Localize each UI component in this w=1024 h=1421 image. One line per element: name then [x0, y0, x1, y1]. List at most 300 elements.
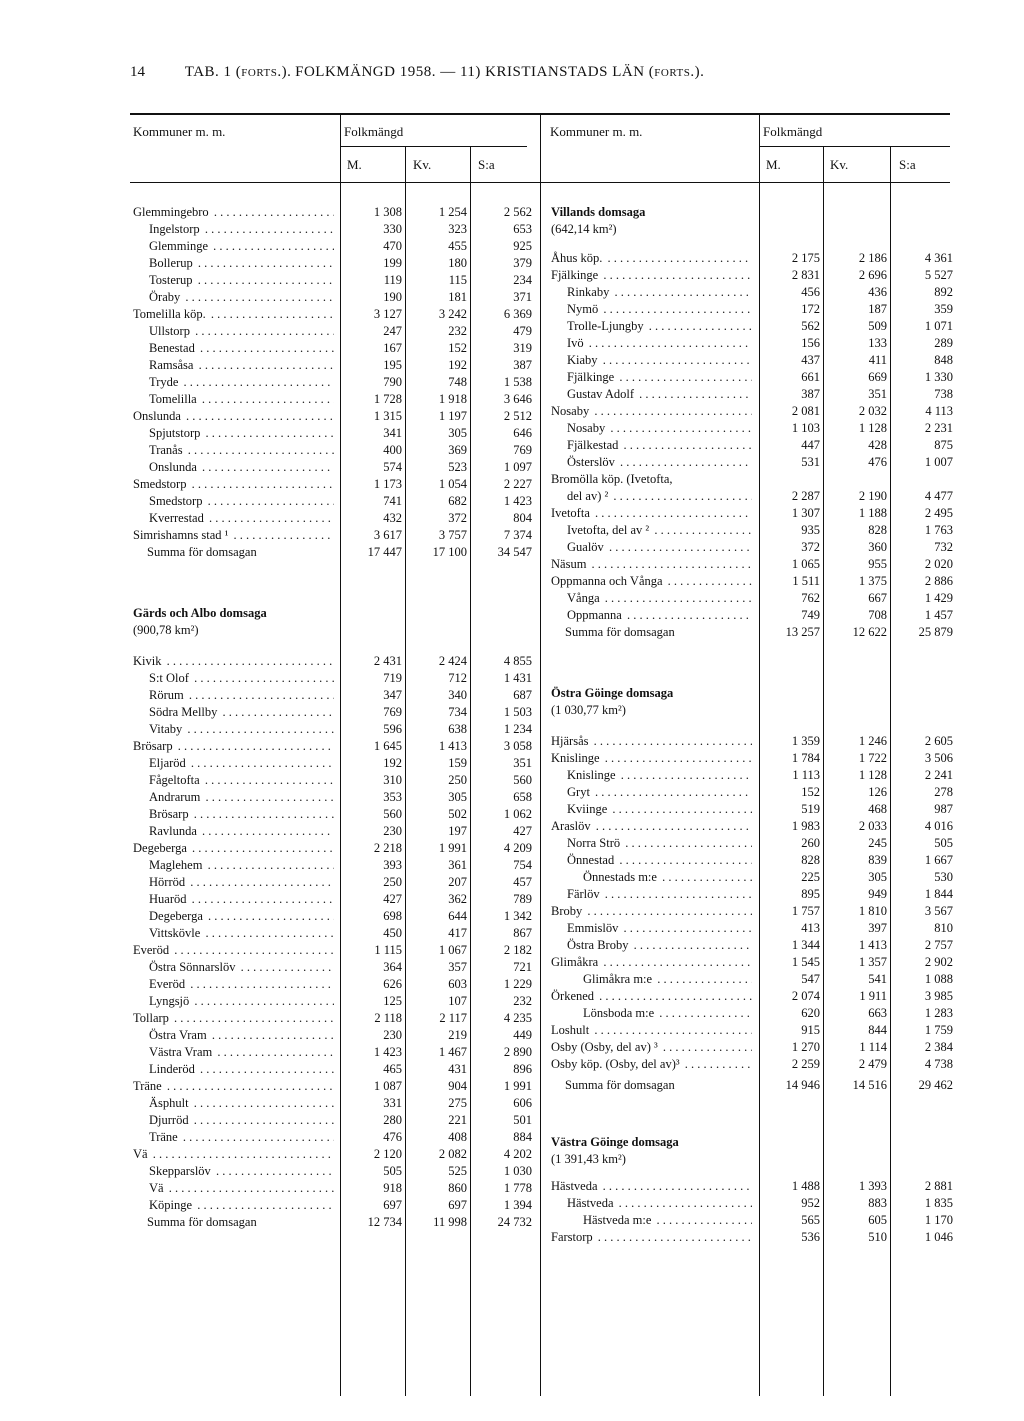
cell-sa: 884 — [513, 1130, 532, 1144]
row-name-text: Västra Vram — [149, 1045, 213, 1059]
row-name — [551, 403, 752, 420]
row-name-text: Ingelstorp — [149, 222, 200, 236]
row-name-text: (1 030,77 km²) — [551, 703, 626, 717]
cell-m: 620 — [801, 1006, 820, 1020]
cell-sa: 530 — [934, 870, 953, 884]
row-name-text: Öraby — [149, 290, 181, 304]
row-name-text: Farstorp — [551, 1230, 593, 1244]
row-name — [551, 1022, 752, 1039]
table-row — [0, 539, 1024, 556]
cell-sa: 1 071 — [924, 319, 953, 333]
row-name-text: Degeberga — [149, 909, 203, 923]
cell-kv: 605 — [868, 1213, 887, 1227]
cell-m: 531 — [801, 455, 820, 469]
row-name — [567, 369, 752, 386]
table-row — [0, 937, 1024, 954]
cell-m: 199 — [383, 256, 402, 270]
cell-kv: 860 — [448, 1181, 467, 1195]
cell-sa: 3 506 — [924, 751, 953, 765]
table-row — [0, 590, 1024, 607]
row-name — [551, 750, 752, 767]
cell-kv: 541 — [868, 972, 887, 986]
row-name-text: Djurröd — [149, 1113, 189, 1127]
cell-m: 1 645 — [373, 739, 402, 753]
cell-kv: 1 054 — [438, 477, 467, 491]
section-heading — [0, 1134, 1024, 1151]
cell-kv: 1 467 — [438, 1045, 467, 1059]
cell-sa: 3 646 — [503, 392, 532, 406]
row-name — [551, 1151, 752, 1168]
cell-kv: 411 — [868, 353, 887, 367]
cell-sa: 4 209 — [503, 841, 532, 855]
row-name — [567, 539, 752, 556]
row-name-text: Nymö — [567, 302, 599, 316]
row-name-text: Oppmanna — [567, 608, 622, 622]
cell-kv: 2 696 — [858, 268, 887, 282]
cell-sa: 2 182 — [503, 943, 532, 957]
row-name-text: Östra Vram — [149, 1028, 207, 1042]
table-row — [0, 522, 1024, 539]
row-name-text: Hörröd — [149, 875, 186, 889]
cell-kv: 525 — [448, 1164, 467, 1178]
cell-sa: 379 — [513, 256, 532, 270]
cell-sa: 232 — [513, 994, 532, 1008]
cell-sa: 2 605 — [924, 734, 953, 748]
cell-kv: 1 197 — [438, 409, 467, 423]
cell-kv: 955 — [868, 557, 887, 571]
cell-kv: 476 — [868, 455, 887, 469]
row-name — [551, 1178, 752, 1195]
section-heading — [0, 204, 1024, 221]
cell-kv: 509 — [868, 319, 887, 333]
col-total-left: S:a — [478, 157, 495, 172]
row-name-text: Vånga — [567, 591, 600, 605]
cell-sa: 278 — [934, 785, 953, 799]
cell-kv: 697 — [448, 1198, 467, 1212]
cell-m: 260 — [801, 836, 820, 850]
cell-m: 1 511 — [792, 574, 820, 588]
cell-kv: 2 479 — [858, 1057, 887, 1071]
row-name-text: Lönsboda m:e — [583, 1006, 655, 1020]
row-name — [551, 1134, 752, 1151]
row-name-text: Simrishamns stad ¹ — [133, 528, 229, 542]
row-name — [583, 1212, 752, 1229]
cell-sa: 24 732 — [497, 1215, 532, 1229]
cell-m: 1 983 — [791, 819, 820, 833]
cell-kv: 468 — [868, 802, 887, 816]
cell-sa: 2 512 — [503, 409, 532, 423]
row-name — [551, 505, 752, 522]
table-row — [0, 835, 1024, 852]
table-title: FOLKMÄNGD 1958. — 11) KRISTIANSTADS LÄN (forts.). — [295, 64, 705, 80]
cell-m: 574 — [383, 460, 402, 474]
row-name-text: Emmislöv — [567, 921, 619, 935]
table-row — [0, 369, 1024, 386]
cell-sa: 1 844 — [924, 887, 953, 901]
col-folkmangd-left: Folkmängd — [344, 124, 404, 139]
table-row — [0, 556, 1024, 573]
cell-m: 470 — [383, 239, 402, 253]
cell-kv: 734 — [448, 705, 467, 719]
summary-row — [0, 1077, 1024, 1094]
row-name — [551, 221, 752, 238]
cell-m: 450 — [383, 926, 402, 940]
table-row — [0, 1229, 1024, 1246]
row-name-text: Smedstorp — [133, 477, 187, 491]
table-row — [0, 869, 1024, 886]
cell-m: 935 — [801, 523, 820, 537]
row-name-text: Önnestad — [567, 853, 615, 867]
cell-m: 790 — [383, 375, 402, 389]
cell-sa: 1 538 — [503, 375, 532, 389]
row-name-text: Önnestads m:e — [583, 870, 657, 884]
row-name — [567, 937, 752, 954]
cell-kv: 159 — [448, 756, 467, 770]
cell-m: 1 359 — [791, 734, 820, 748]
cell-sa: 1 046 — [924, 1230, 953, 1244]
cell-kv: 11 998 — [433, 1215, 467, 1229]
row-name-text: Summa för domsagan — [147, 1215, 257, 1229]
row-name-text: Everöd — [133, 943, 170, 957]
cell-m: 372 — [801, 540, 820, 554]
row-name — [551, 1056, 752, 1073]
row-name-text: Brösarp — [133, 739, 173, 753]
cell-m: 626 — [383, 977, 402, 991]
cell-sa: 3 985 — [924, 989, 953, 1003]
cell-kv: 305 — [448, 426, 467, 440]
table-row — [0, 607, 1024, 624]
cell-sa: 505 — [934, 836, 953, 850]
cell-kv: 107 — [448, 994, 467, 1008]
row-name-text: Knislinge — [567, 768, 616, 782]
row-name — [567, 1195, 752, 1212]
cell-kv: 232 — [448, 324, 467, 338]
row-name-text: Osby (Osby, del av) ³ — [551, 1040, 658, 1054]
cell-kv: 839 — [868, 853, 887, 867]
row-name-text: Oppmanna och Vånga — [551, 574, 663, 588]
cell-kv: 904 — [448, 1079, 467, 1093]
cell-sa: 560 — [513, 773, 532, 787]
cell-m: 456 — [801, 285, 820, 299]
cell-kv: 2 032 — [858, 404, 887, 418]
cell-sa: 875 — [934, 438, 953, 452]
cell-sa: 1 030 — [503, 1164, 532, 1178]
row-name-text: Summa för domsagan — [565, 625, 675, 639]
cell-m: 364 — [383, 960, 402, 974]
row-name-text: Summa för domsagan — [147, 545, 257, 559]
row-name-text: Hästveda — [567, 1196, 614, 1210]
cell-m: 719 — [383, 671, 402, 685]
cell-m: 14 946 — [785, 1078, 820, 1092]
cell-sa: 789 — [513, 892, 532, 906]
row-name-text: Hästveda m:e — [583, 1213, 652, 1227]
cell-m: 341 — [383, 426, 402, 440]
cell-m: 536 — [801, 1230, 820, 1244]
cell-m: 2 118 — [374, 1011, 402, 1025]
row-name-text: Kiaby — [567, 353, 598, 367]
cell-kv: 1 918 — [438, 392, 467, 406]
cell-sa: 653 — [513, 222, 532, 236]
cell-m: 230 — [383, 1028, 402, 1042]
cell-m: 119 — [383, 273, 402, 287]
row-name — [583, 869, 752, 886]
row-name — [567, 284, 752, 301]
row-name — [567, 522, 752, 539]
row-name-text: Villands domsaga — [551, 205, 646, 219]
cell-m: 2 081 — [791, 404, 820, 418]
cell-m: 895 — [801, 887, 820, 901]
cell-m: 331 — [383, 1096, 402, 1110]
row-name-text: Kivik — [133, 654, 162, 668]
cell-sa: 721 — [513, 960, 532, 974]
cell-sa: 7 374 — [503, 528, 532, 542]
cell-m: 1 545 — [791, 955, 820, 969]
row-name-text: Rörum — [149, 688, 184, 702]
row-name — [567, 454, 752, 471]
cell-m: 741 — [383, 494, 402, 508]
cell-m: 762 — [801, 591, 820, 605]
row-name-text: Hjärsås — [551, 734, 589, 748]
row-name-text: del av) ² — [567, 489, 609, 503]
table-row — [0, 505, 1024, 522]
row-name-text: Gryt — [567, 785, 590, 799]
row-name — [551, 1039, 752, 1056]
col-kommuner-left: Kommuner m. m. — [133, 124, 226, 139]
table-row — [0, 1212, 1024, 1229]
row-name — [551, 818, 752, 835]
cell-kv: 844 — [868, 1023, 887, 1037]
table-row — [0, 767, 1024, 784]
cell-m: 2 074 — [791, 989, 820, 1003]
cell-kv: 2 082 — [438, 1147, 467, 1161]
cell-m: 2 175 — [791, 251, 820, 265]
row-name-text: Brösarp — [149, 807, 189, 821]
cell-sa: 6 369 — [503, 307, 532, 321]
row-name-text: Rinkaby — [567, 285, 610, 299]
cell-sa: 2 757 — [924, 938, 953, 952]
row-name — [567, 318, 752, 335]
row-name-text: Vitaby — [149, 722, 183, 736]
row-name-text: Tomelilla — [149, 392, 197, 406]
cell-sa: 925 — [513, 239, 532, 253]
cell-kv: 431 — [448, 1062, 467, 1076]
cell-kv: 712 — [448, 671, 467, 685]
cell-kv: 1 413 — [858, 938, 887, 952]
cell-m: 1 065 — [791, 557, 820, 571]
row-name-text: Fjälkinge — [567, 370, 615, 384]
cell-sa: 810 — [934, 921, 953, 935]
cell-m: 1 344 — [791, 938, 820, 952]
cell-m: 749 — [801, 608, 820, 622]
cell-m: 2 431 — [373, 654, 402, 668]
row-name — [567, 835, 752, 852]
row-name — [551, 685, 752, 702]
cell-kv: 949 — [868, 887, 887, 901]
cell-m: 17 447 — [367, 545, 402, 559]
cell-kv: 828 — [868, 523, 887, 537]
cell-m: 427 — [383, 892, 402, 906]
folkmangd-rule-left — [341, 146, 527, 147]
row-name-text: Andrarum — [149, 790, 201, 804]
cell-sa: 1 429 — [924, 591, 953, 605]
cell-kv: 1 375 — [858, 574, 887, 588]
cell-sa: 848 — [934, 353, 953, 367]
row-name-text: Degeberga — [133, 841, 187, 855]
cell-kv: 12 622 — [852, 625, 887, 639]
table-row — [0, 352, 1024, 369]
cell-m: 156 — [801, 336, 820, 350]
col-men-left: M. — [347, 157, 362, 172]
row-name-text: Eljaröd — [149, 756, 186, 770]
cell-m: 1 488 — [791, 1179, 820, 1193]
cell-kv: 115 — [448, 273, 467, 287]
cell-sa: 2 881 — [924, 1179, 953, 1193]
row-name-text: Maglehem — [149, 858, 203, 872]
cell-m: 192 — [383, 756, 402, 770]
cell-sa: 1 423 — [503, 494, 532, 508]
cell-m: 3 617 — [373, 528, 402, 542]
row-name — [567, 386, 752, 403]
row-name-text: Ramsåsa — [149, 358, 194, 372]
cell-sa: 1 229 — [503, 977, 532, 991]
cell-kv: 1 128 — [858, 768, 887, 782]
row-name-text: S:t Olof — [149, 671, 189, 685]
table-row — [0, 386, 1024, 403]
cell-sa: 4 016 — [924, 819, 953, 833]
cell-sa: 1 667 — [924, 853, 953, 867]
row-name-text: Gualöv — [567, 540, 604, 554]
row-name — [567, 886, 752, 903]
row-name-text: Vittskövle — [149, 926, 201, 940]
cell-m: 432 — [383, 511, 402, 525]
row-name — [551, 250, 752, 267]
row-name-text: Norra Strö — [567, 836, 621, 850]
cell-sa: 457 — [513, 875, 532, 889]
row-name-text: Ivetofta — [551, 506, 590, 520]
row-name-text: Vä — [149, 1181, 164, 1195]
table-row — [0, 1178, 1024, 1195]
cell-sa: 1 097 — [503, 460, 532, 474]
page-header — [130, 64, 704, 81]
cell-kv: 1 246 — [858, 734, 887, 748]
cell-kv: 362 — [448, 892, 467, 906]
table-row — [0, 403, 1024, 420]
cell-kv: 708 — [868, 608, 887, 622]
row-name-text: Äsphult — [149, 1096, 189, 1110]
cell-m: 1 757 — [791, 904, 820, 918]
cell-kv: 197 — [448, 824, 467, 838]
row-name-text: Näsum — [551, 557, 587, 571]
cell-kv: 397 — [868, 921, 887, 935]
cell-sa: 2 384 — [924, 1040, 953, 1054]
cell-kv: 1 114 — [859, 1040, 887, 1054]
cell-sa: 1 431 — [503, 671, 532, 685]
cell-sa: 867 — [513, 926, 532, 940]
cell-m: 2 831 — [791, 268, 820, 282]
cell-sa: 289 — [934, 336, 953, 350]
row-name-text: Ivö — [567, 336, 584, 350]
cell-sa: 1 991 — [503, 1079, 532, 1093]
cell-kv: 219 — [448, 1028, 467, 1042]
cell-m: 167 — [383, 341, 402, 355]
cell-kv: 1 810 — [858, 904, 887, 918]
cell-m: 828 — [801, 853, 820, 867]
cell-m: 1 113 — [792, 768, 820, 782]
cell-kv: 3 757 — [438, 528, 467, 542]
row-name-text: Tosterup — [149, 273, 193, 287]
table-row — [0, 301, 1024, 318]
cell-sa: 1 778 — [503, 1181, 532, 1195]
cell-kv: 323 — [448, 222, 467, 236]
cell-m: 698 — [383, 909, 402, 923]
cell-kv: 644 — [448, 909, 467, 923]
table-row — [0, 801, 1024, 818]
cell-sa: 4 113 — [925, 404, 953, 418]
row-name-text: Tollarp — [133, 1011, 169, 1025]
cell-sa: 4 738 — [924, 1057, 953, 1071]
cell-m: 1 308 — [373, 205, 402, 219]
section-heading — [0, 685, 1024, 702]
row-name-text: Onslunda — [149, 460, 197, 474]
cell-kv: 428 — [868, 438, 887, 452]
row-name-text: Fågeltofta — [149, 773, 200, 787]
row-name — [551, 267, 752, 284]
cell-m: 387 — [801, 387, 820, 401]
table-row — [0, 1195, 1024, 1212]
cell-kv: 1 254 — [438, 205, 467, 219]
table-row — [0, 702, 1024, 719]
cell-kv: 663 — [868, 1006, 887, 1020]
cell-kv: 1 393 — [858, 1179, 887, 1193]
row-name-text: Benestad — [149, 341, 195, 355]
cell-kv: 1 991 — [438, 841, 467, 855]
cell-sa: 1 763 — [924, 523, 953, 537]
cell-kv: 275 — [448, 1096, 467, 1110]
cell-m: 330 — [383, 222, 402, 236]
cell-sa: 234 — [513, 273, 532, 287]
cell-m: 2 259 — [791, 1057, 820, 1071]
table-row — [0, 284, 1024, 301]
row-name-text: Lyngsjö — [149, 994, 190, 1008]
cell-m: 172 — [801, 302, 820, 316]
row-name — [551, 988, 752, 1005]
cell-sa: 1 330 — [924, 370, 953, 384]
cell-kv: 1 413 — [438, 739, 467, 753]
cell-kv: 603 — [448, 977, 467, 991]
cell-kv: 187 — [868, 302, 887, 316]
cell-sa: 738 — [934, 387, 953, 401]
cell-sa: 769 — [513, 443, 532, 457]
cell-kv: 360 — [868, 540, 887, 554]
row-name-text: Träne — [133, 1079, 162, 1093]
cell-kv: 192 — [448, 358, 467, 372]
cell-sa: 1 170 — [924, 1213, 953, 1227]
row-name-text: Ullstorp — [149, 324, 190, 338]
table-row — [0, 954, 1024, 971]
cell-kv: 372 — [448, 511, 467, 525]
cell-m: 465 — [383, 1062, 402, 1076]
table-row — [0, 818, 1024, 835]
row-name-text: Nosaby — [551, 404, 590, 418]
row-name — [583, 1005, 752, 1022]
cell-kv: 436 — [868, 285, 887, 299]
cell-m: 952 — [801, 1196, 820, 1210]
cell-sa: 658 — [513, 790, 532, 804]
cell-sa: 4 477 — [924, 489, 953, 503]
row-name-text: Fjälkestad — [567, 438, 619, 452]
cell-m: 596 — [383, 722, 402, 736]
cell-sa: 319 — [513, 341, 532, 355]
